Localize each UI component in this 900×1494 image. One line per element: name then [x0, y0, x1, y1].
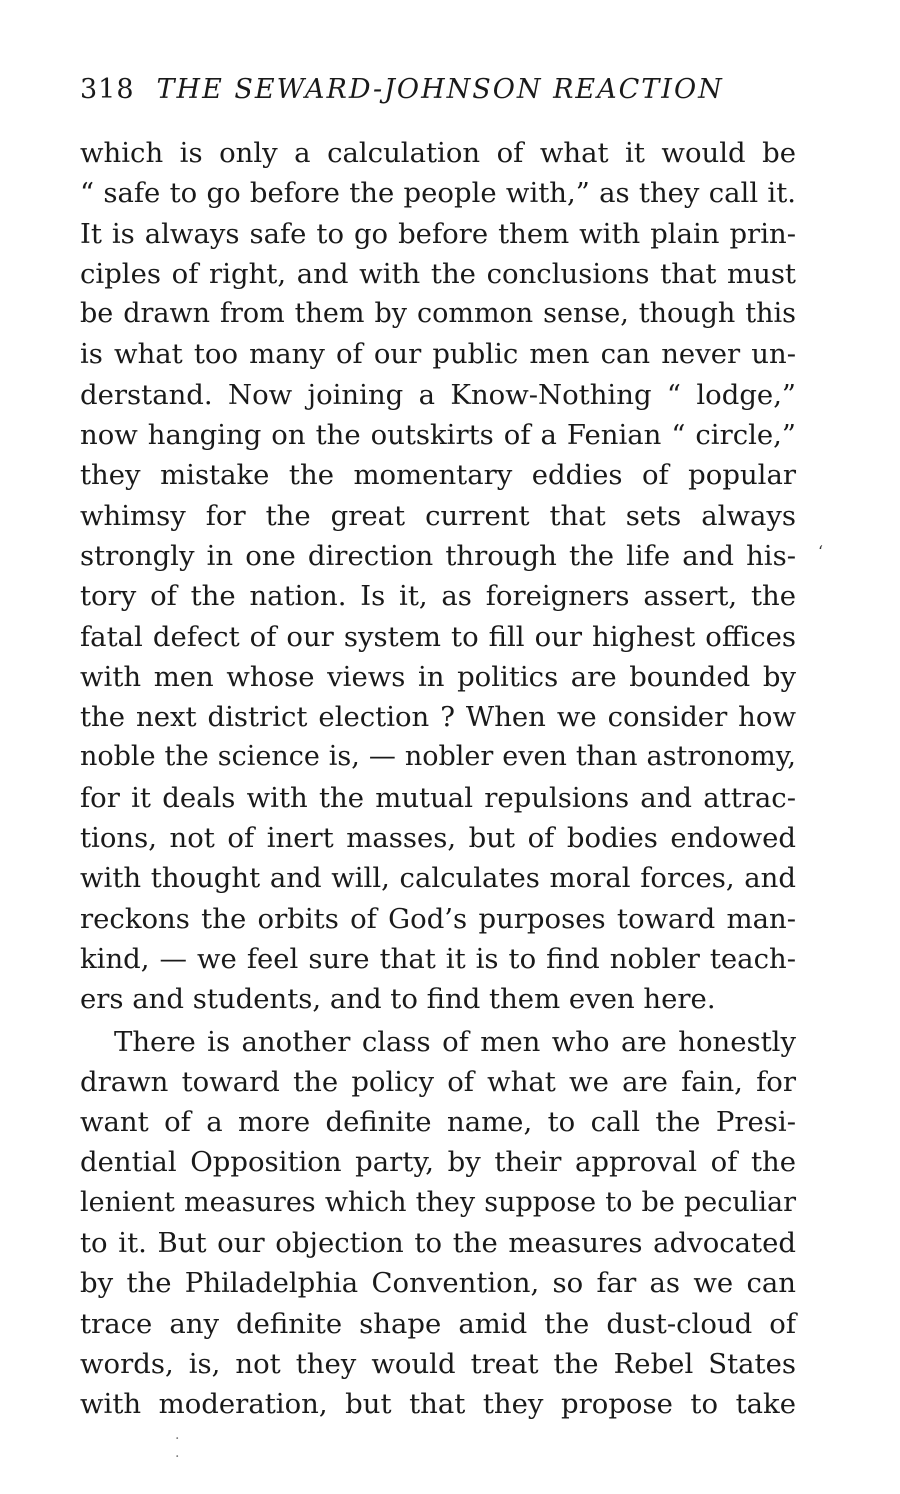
text-line: words, is, not they would treat the Rebel States — [80, 1347, 796, 1380]
body-text — [80, 133, 796, 1425]
page-number: 318 — [80, 74, 135, 105]
margin-mark: ʻ — [818, 542, 824, 561]
running-header — [80, 74, 724, 105]
text-line: whimsy for the great current that sets always — [80, 499, 796, 532]
text-line: dential Opposition party, by their approval of the — [80, 1146, 796, 1179]
text-line: tions, not of inert masses, but of bodies endowed — [80, 822, 796, 855]
text-line: with moderation, but that they propose to take — [80, 1388, 796, 1421]
text-line: to it. But our objection to the measures advocated — [80, 1227, 796, 1260]
text-line: with thought and will, calculates moral forces, and — [80, 862, 796, 895]
text-line: now hanging on the outskirts of a Fenian “ circle,” — [80, 419, 796, 452]
text-line: which is only a calculation of what it would be — [80, 137, 796, 169]
text-line: ers and students, and to find them even here. — [80, 983, 716, 1016]
text-line: reckons the orbits of God’s purposes toward man- — [80, 902, 796, 935]
text-line: “ safe to go before the people with,” as they call it. — [80, 177, 796, 210]
text-line: derstand. Now joining a Know-Nothing “ lodge,” — [80, 378, 796, 411]
text-line: tory of the nation. Is it, as foreigners assert, the — [80, 580, 796, 613]
text-line: lenient measures which they suppose to be peculiar — [80, 1186, 796, 1218]
text-line: with men whose views in politics are bounded by — [80, 660, 796, 693]
text-line: is what too many of our public men can never un- — [80, 338, 796, 371]
text-line: they mistake the momentary eddies of popular — [80, 459, 796, 492]
text-line: for it deals with the mutual repulsions and attrac- — [80, 781, 796, 814]
text-line: trace any definite shape amid the dust-cloud of — [80, 1307, 796, 1340]
text-line: drawn toward the policy of what we are fain, for — [80, 1065, 796, 1098]
text-line: fatal defect of our system to fill our highest offices — [80, 620, 796, 653]
text-line: There is another class of men who are honestly — [114, 1025, 796, 1058]
text-line: strongly in one direction through the life and his- — [80, 539, 796, 572]
text-line: kind, — we feel sure that it is to find nobler teach- — [80, 942, 796, 975]
text-line: be drawn from them by common sense, though this — [80, 298, 796, 330]
running-title: THE SEWARD-JOHNSON REACTION — [156, 74, 724, 105]
text-line: noble the science is, — nobler even than astronomy, — [80, 741, 796, 773]
text-line: the next district election ? When we consider how — [80, 701, 796, 734]
text-line: ciples of right, and with the conclusions that must — [80, 257, 796, 290]
text-line: It is always safe to go before them with plain prin- — [80, 217, 796, 250]
text-line: want of a more definite name, to call the Presi- — [80, 1106, 796, 1139]
text-line: by the Philadelphia Convention, so far as we can — [80, 1267, 796, 1300]
stray-dot: · · — [175, 1431, 180, 1465]
